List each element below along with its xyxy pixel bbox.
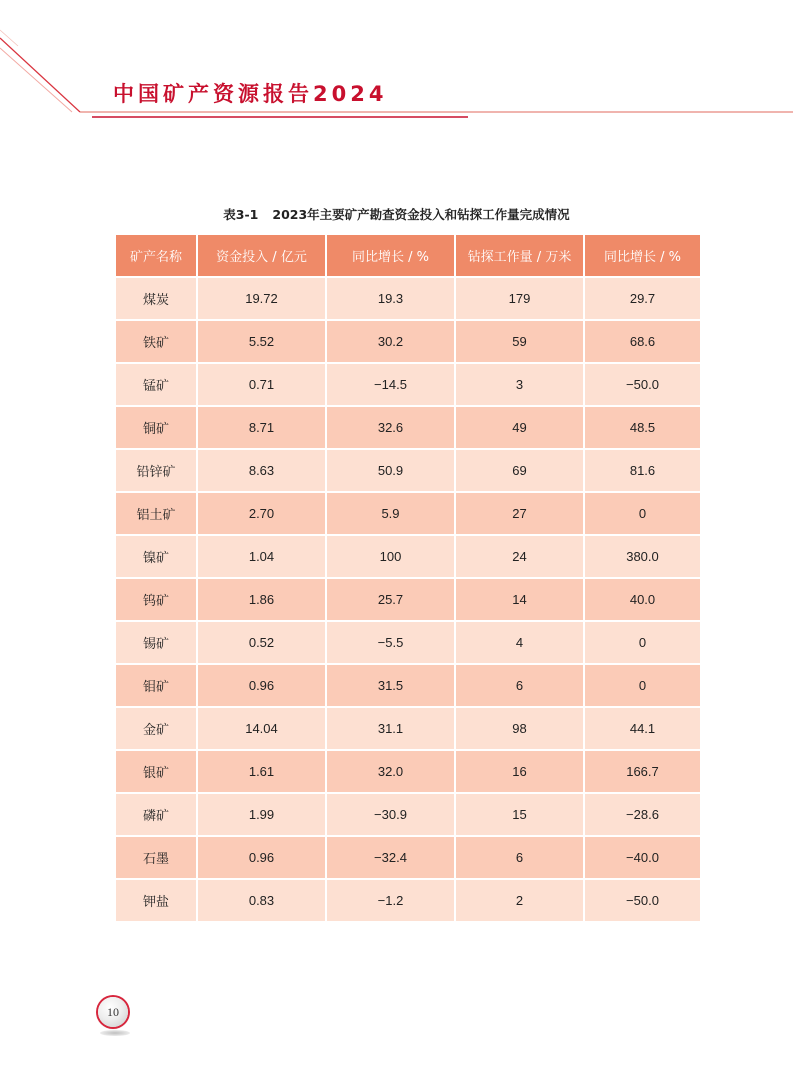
table-cell: 16 bbox=[455, 750, 584, 793]
table-cell: 3 bbox=[455, 363, 584, 406]
table-cell: 2.70 bbox=[197, 492, 326, 535]
table-row bbox=[115, 750, 701, 793]
table-cell: 0 bbox=[584, 492, 701, 535]
table-cell: 40.0 bbox=[584, 578, 701, 621]
table-cell: 钼矿 bbox=[115, 664, 197, 707]
table-cell: −30.9 bbox=[326, 793, 455, 836]
table-cell: 44.1 bbox=[584, 707, 701, 750]
table-cell: 81.6 bbox=[584, 449, 701, 492]
table-cell: −14.5 bbox=[326, 363, 455, 406]
table-cell: 银矿 bbox=[115, 750, 197, 793]
table-row bbox=[115, 707, 701, 750]
mineral-exploration-table bbox=[114, 233, 702, 923]
table-cell: 钾盐 bbox=[115, 879, 197, 922]
table-cell: −50.0 bbox=[584, 879, 701, 922]
column-header: 同比增长 / % bbox=[326, 234, 455, 277]
table-row bbox=[115, 406, 701, 449]
table-row bbox=[115, 879, 701, 922]
table-cell: 8.71 bbox=[197, 406, 326, 449]
table-cell: 铜矿 bbox=[115, 406, 197, 449]
table-cell: 铅锌矿 bbox=[115, 449, 197, 492]
table-cell: 49 bbox=[455, 406, 584, 449]
table-row bbox=[115, 363, 701, 406]
table-cell: 25.7 bbox=[326, 578, 455, 621]
table-cell: 6 bbox=[455, 836, 584, 879]
table-cell: 煤炭 bbox=[115, 277, 197, 320]
table-cell: 0.83 bbox=[197, 879, 326, 922]
table-cell: 5.9 bbox=[326, 492, 455, 535]
page-number-shadow bbox=[100, 1030, 130, 1036]
column-header: 钻探工作量 / 万米 bbox=[455, 234, 584, 277]
table-cell: 4 bbox=[455, 621, 584, 664]
table-cell: 32.6 bbox=[326, 406, 455, 449]
table-cell: 31.1 bbox=[326, 707, 455, 750]
table-row bbox=[115, 492, 701, 535]
table-cell: −50.0 bbox=[584, 363, 701, 406]
table-cell: 29.7 bbox=[584, 277, 701, 320]
table-cell: −5.5 bbox=[326, 621, 455, 664]
table-row bbox=[115, 793, 701, 836]
table-cell: 166.7 bbox=[584, 750, 701, 793]
table-row bbox=[115, 621, 701, 664]
table-row bbox=[115, 664, 701, 707]
table-row bbox=[115, 320, 701, 363]
table-cell: 100 bbox=[326, 535, 455, 578]
table-cell: 15 bbox=[455, 793, 584, 836]
table-cell: 0.71 bbox=[197, 363, 326, 406]
table-cell: 19.72 bbox=[197, 277, 326, 320]
table-cell: 30.2 bbox=[326, 320, 455, 363]
table-cell: 380.0 bbox=[584, 535, 701, 578]
table-cell: 锡矿 bbox=[115, 621, 197, 664]
table-cell: 1.99 bbox=[197, 793, 326, 836]
table-cell: 金矿 bbox=[115, 707, 197, 750]
table-row bbox=[115, 578, 701, 621]
table-cell: 0.96 bbox=[197, 664, 326, 707]
table-cell: 50.9 bbox=[326, 449, 455, 492]
table-cell: 铁矿 bbox=[115, 320, 197, 363]
column-header: 同比增长 / % bbox=[584, 234, 701, 277]
table-header-row bbox=[115, 234, 701, 277]
table-row bbox=[115, 535, 701, 578]
table-cell: 24 bbox=[455, 535, 584, 578]
table-cell: 27 bbox=[455, 492, 584, 535]
table-cell: 磷矿 bbox=[115, 793, 197, 836]
table-cell: 0 bbox=[584, 621, 701, 664]
table-cell: 0 bbox=[584, 664, 701, 707]
table-caption-number: 表3-1 bbox=[223, 207, 259, 222]
report-title: 中国矿产资源报告2024 bbox=[113, 82, 388, 106]
table-cell: 31.5 bbox=[326, 664, 455, 707]
page-number: 10 bbox=[107, 1005, 119, 1019]
page-number-badge bbox=[98, 997, 128, 1027]
column-header: 矿产名称 bbox=[115, 234, 197, 277]
table-cell: −32.4 bbox=[326, 836, 455, 879]
table-cell: 68.6 bbox=[584, 320, 701, 363]
column-header: 资金投入 / 亿元 bbox=[197, 234, 326, 277]
table-cell: 0.96 bbox=[197, 836, 326, 879]
table-cell: 59 bbox=[455, 320, 584, 363]
table-cell: 镍矿 bbox=[115, 535, 197, 578]
table-row bbox=[115, 277, 701, 320]
table-cell: 2 bbox=[455, 879, 584, 922]
table-cell: 1.04 bbox=[197, 535, 326, 578]
table-cell: 0.52 bbox=[197, 621, 326, 664]
table-cell: 48.5 bbox=[584, 406, 701, 449]
table-cell: 14 bbox=[455, 578, 584, 621]
table-row bbox=[115, 449, 701, 492]
table-cell: 32.0 bbox=[326, 750, 455, 793]
table-cell: −40.0 bbox=[584, 836, 701, 879]
table-row bbox=[115, 836, 701, 879]
table-cell: 8.63 bbox=[197, 449, 326, 492]
table-cell: 1.61 bbox=[197, 750, 326, 793]
table-cell: 石墨 bbox=[115, 836, 197, 879]
table-cell: −28.6 bbox=[584, 793, 701, 836]
table-cell: 69 bbox=[455, 449, 584, 492]
table-cell: 6 bbox=[455, 664, 584, 707]
table-cell: −1.2 bbox=[326, 879, 455, 922]
table-cell: 锰矿 bbox=[115, 363, 197, 406]
table-caption bbox=[0, 205, 793, 223]
table-cell: 1.86 bbox=[197, 578, 326, 621]
table-cell: 5.52 bbox=[197, 320, 326, 363]
table-cell: 98 bbox=[455, 707, 584, 750]
header-decoration bbox=[0, 0, 793, 130]
table-cell: 铝土矿 bbox=[115, 492, 197, 535]
table-cell: 19.3 bbox=[326, 277, 455, 320]
table-cell: 179 bbox=[455, 277, 584, 320]
table-cell: 14.04 bbox=[197, 707, 326, 750]
table-cell: 钨矿 bbox=[115, 578, 197, 621]
table-caption-text: 2023年主要矿产勘查资金投入和钻探工作量完成情况 bbox=[272, 207, 570, 222]
